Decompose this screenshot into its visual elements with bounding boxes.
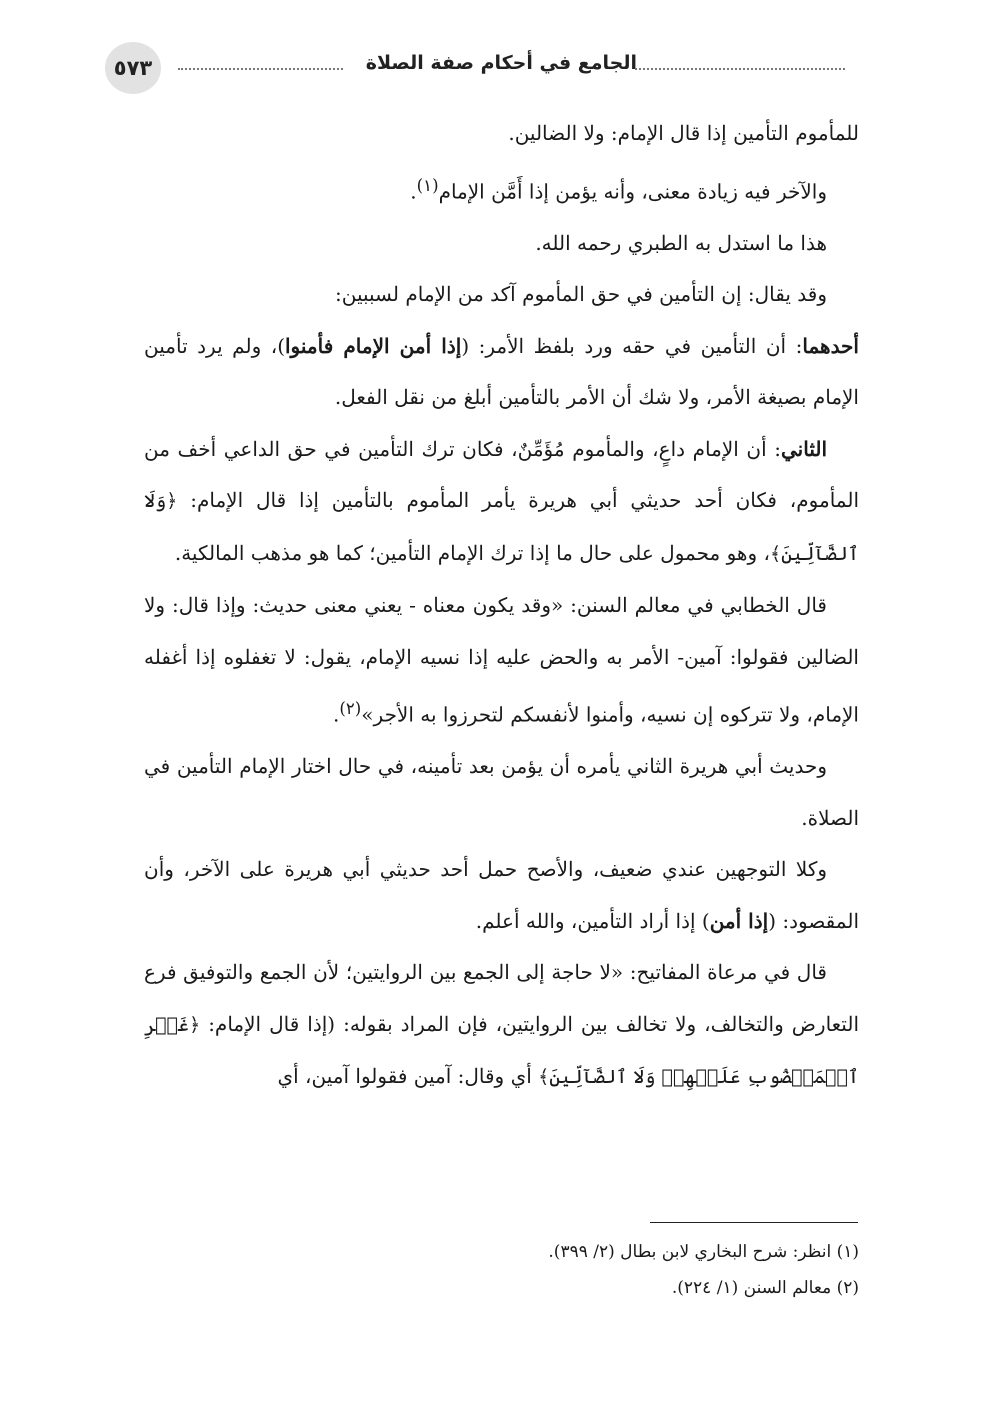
quran-quote-1: ﴿وَلَا ٱلضَّآلِّينَ﴾ [144, 490, 859, 565]
footnote-1: (١) انظر: شرح البخاري لابن بطال (٢/ ٣٩٩). [548, 1242, 859, 1262]
footnote-separator [650, 1222, 858, 1223]
footnotes [144, 1234, 859, 1306]
paragraph-7-end: . [332, 702, 340, 727]
page-number-badge [105, 42, 161, 94]
quran-quote-2: ﴿غَيۡرِ ٱلۡمَغۡضُوبِ عَلَيۡهِمۡ وَلَا ٱلضَّآلِّينَ﴾ [144, 1013, 859, 1089]
footnote-2: (٢) معالم السنن (١/ ٢٢٤). [671, 1278, 859, 1298]
hadith-quote: إذا أمن الإمام فأمنوا [285, 333, 462, 358]
book-title: الجامع في أحكام صفة الصلاة [365, 52, 637, 74]
paragraph-8: وحديث أبي هريرة الثاني يأمره أن يؤمن بعد تأمينه، في حال اختار الإمام التأمين في الصلاة. [144, 754, 859, 830]
header-dotted-leader-left [178, 68, 343, 70]
paragraph-10 [144, 947, 859, 1104]
main-text [144, 108, 859, 1104]
term-first: أحدهما [802, 333, 859, 358]
page-number: ٥٧٣ [113, 56, 153, 80]
paragraph-6-text-a: : أن الإمام داعٍ، والمأموم مُؤَمِّنٌ، فكان ترك التأمين في حق الداعي أخف من المأموم، فكان أحد حديثي أبي هريرة يأمر المأموم بالتأمين إذا قال الإمام: [144, 436, 859, 513]
paragraph-5-text-a: : أن التأمين في حقه ورد بلفظ الأمر: ( [461, 333, 803, 358]
paragraph-5-text-b: )، ولم يرد تأمين الإمام بصيغة الأمر، ولا شك أن الأمر بالتأمين أبلغ من نقل الفعل. [144, 333, 859, 410]
running-header [105, 42, 855, 94]
paragraph-7-text: قال الخطابي في معالم السنن: «وقد يكون معناه - يعني معنى حديث: وإذا قال: ولا الضالين فقولوا: آمين- الأمر به والحض عليه إذا نسيه الإمام، يقول: لا تغفلوه إذا أغفله الإمام، ولا تتركوه إن نسيه، وأمنوا لأنفسكم لتحرزوا به الأجر» [144, 593, 859, 727]
paragraph-5 [144, 321, 859, 424]
paragraph-1: للمأموم التأمين إذا قال الإمام: ولا الضالين. [508, 121, 859, 145]
paragraph-10-text-a: قال في مرعاة المفاتيح: «لا حاجة إلى الجمع بين الروايتين؛ لأن الجمع والتوفيق فرع التعارض والتخالف، ولا تخالف بين الروايتين، فإن المراد بقوله: (إذا قال الإمام: [144, 960, 859, 1036]
paragraph-7 [144, 580, 859, 741]
paragraph-9-text-a: وكلا التوجهين عندي ضعيف، والأصح حمل أحد حديثي أبي هريرة على الآخر، وأن المقصود: ( [144, 857, 859, 933]
paragraph-3: هذا ما استدل به الطبري رحمه الله. [535, 230, 827, 255]
term-second: الثاني [780, 436, 827, 461]
header-dotted-leader-right [635, 68, 845, 70]
hadith-phrase: إذا أمن [709, 908, 769, 933]
footnote-ref-2: (٢) [339, 699, 362, 719]
paragraph-6-text-b: ، وهو محمول على حال ما إذا ترك الإمام التأمين؛ كما هو مذهب المالكية. [174, 540, 770, 565]
paragraph-2 [144, 160, 859, 218]
paragraph-10-text-b: أي وقال: آمين فقولوا آمين، أي [277, 1064, 539, 1089]
paragraph-9 [144, 844, 859, 947]
footnote-ref-1: (١) [416, 175, 439, 195]
paragraph-6 [144, 424, 859, 581]
paragraph-9-text-b: ) إذا أراد التأمين، والله أعلم. [475, 908, 710, 933]
paragraph-4: وقد يقال: إن التأمين في حق المأموم آكد من الإمام لسببين: [334, 282, 827, 307]
paragraph-2-end: . [410, 179, 417, 204]
paragraph-2-text: والآخر فيه زيادة معنى، وأنه يؤمن إذا أَمَّن الإمام [438, 179, 827, 204]
